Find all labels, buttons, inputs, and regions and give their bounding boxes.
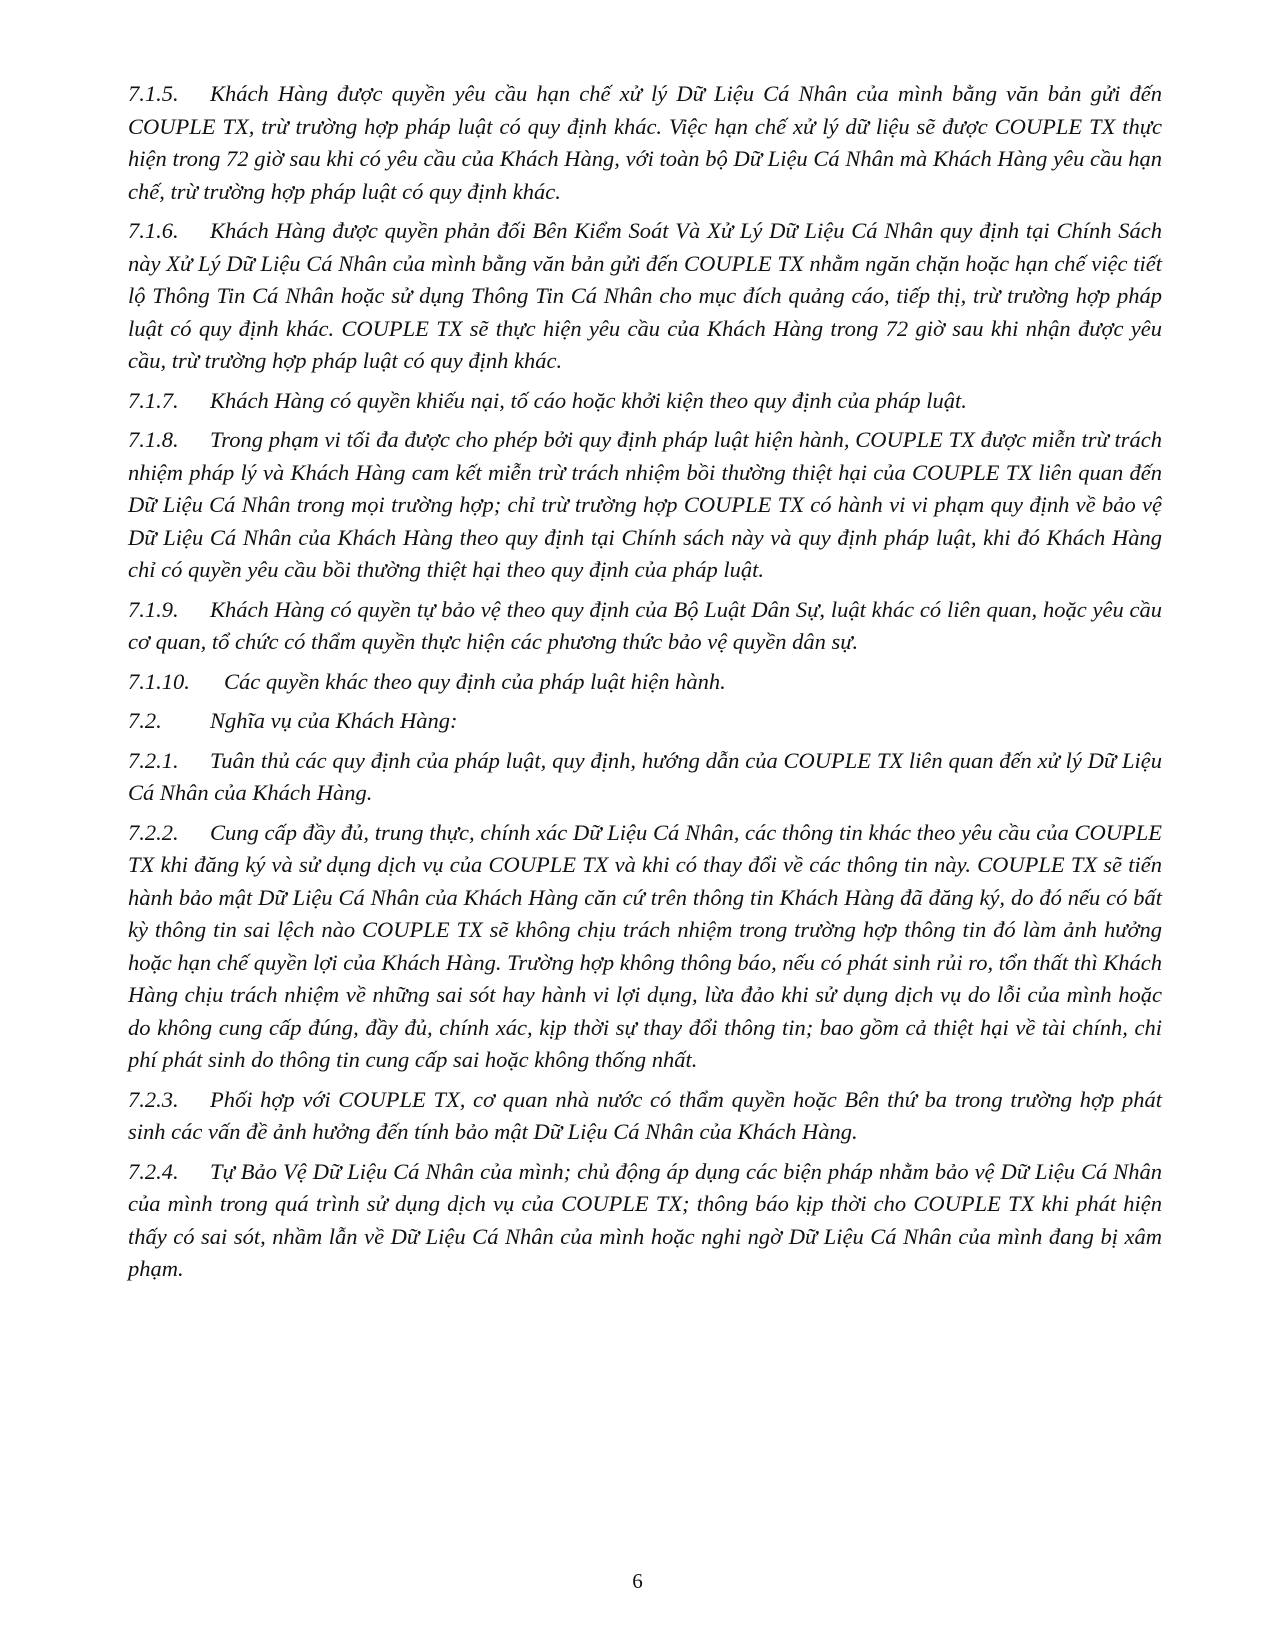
- clause-7-2-1: [128, 745, 1162, 810]
- clause-7-2-3: [128, 1084, 1162, 1149]
- clause-text: Khách Hàng có quyền tự bảo vệ theo quy định của Bộ Luật Dân Sự, luật khác có liên quan, hoặc yêu cầu cơ quan, tổ chức có thẩm quyền thực hiện các phương thức bảo vệ quyền dân sự.: [128, 596, 1162, 654]
- clause-text: Phối hợp với COUPLE TX, cơ quan nhà nước có thẩm quyền hoặc Bên thứ ba trong trường hợp phát sinh các vấn đề ảnh hưởng đến tính bảo mật Dữ Liệu Cá Nhân của Khách Hàng.: [128, 1086, 1162, 1144]
- clause-7-2-4: [128, 1156, 1162, 1286]
- clause-7-1-5: [128, 78, 1162, 208]
- clause-7-1-8: [128, 424, 1162, 587]
- clause-text: Khách Hàng có quyền khiếu nại, tố cáo hoặc khởi kiện theo quy định của pháp luật.: [210, 387, 967, 413]
- clause-text: Các quyền khác theo quy định của pháp luật hiện hành.: [224, 668, 726, 694]
- clause-number: 7.1.9.: [128, 596, 179, 622]
- document-body: [128, 78, 1162, 1293]
- clause-7-2-2: [128, 817, 1162, 1077]
- clause-number: 7.2.1.: [128, 747, 179, 773]
- section-title: Nghĩa vụ của Khách Hàng:: [210, 708, 458, 733]
- clause-text: Khách Hàng được quyền phản đối Bên Kiểm Soát Và Xử Lý Dữ Liệu Cá Nhân quy định tại Chính Sách này Xử Lý Dữ Liệu Cá Nhân của mình bằng văn bản gửi đến COUPLE TX nhằm ngăn chặn hoặc hạn chế việc tiết lộ Thông Tin Cá Nhân hoặc sử dụng Thông Tin Cá Nhân cho mục đích quảng cáo, tiếp thị, trừ trường hợp pháp luật có quy định khác. COUPLE TX sẽ thực hiện yêu cầu của Khách Hàng trong 72 giờ sau khi nhận được yêu cầu, trừ trường hợp pháp luật có quy định khác.: [128, 218, 1162, 373]
- page-number: 6: [632, 1569, 643, 1593]
- clause-text: Tuân thủ các quy định của pháp luật, quy định, hướng dẫn của COUPLE TX liên quan đến xử lý Dữ Liệu Cá Nhân của Khách Hàng.: [128, 747, 1162, 805]
- clause-number: 7.1.7.: [128, 387, 179, 413]
- clause-7-1-10: [128, 666, 1162, 699]
- section-number: 7.2.: [128, 708, 162, 733]
- clause-number: 7.2.3.: [128, 1086, 179, 1112]
- clause-7-1-7: [128, 385, 1162, 418]
- clause-number: 7.1.8.: [128, 427, 179, 452]
- clause-number: 7.1.10.: [128, 668, 190, 694]
- clause-number: 7.2.2.: [128, 819, 179, 845]
- clause-7-1-6: [128, 215, 1162, 378]
- clause-text: Khách Hàng được quyền yêu cầu hạn chế xử lý Dữ Liệu Cá Nhân của mình bằng văn bản gửi đến COUPLE TX, trừ trường hợp pháp luật có quy định khác. Việc hạn chế xử lý dữ liệu sẽ được COUPLE TX thực hiện trong 72 giờ sau khi có yêu cầu của Khách Hàng, với toàn bộ Dữ Liệu Cá Nhân mà Khách Hàng yêu cầu hạn chế, trừ trường hợp pháp luật có quy định khác.: [128, 81, 1162, 204]
- clause-text: Trong phạm vi tối đa được cho phép bởi quy định pháp luật hiện hành, COUPLE TX được miễn trừ trách nhiệm pháp lý và Khách Hàng cam kết miễn trừ trách nhiệm bồi thường thiệt hại của COUPLE TX liên quan đến Dữ Liệu Cá Nhân trong mọi trường hợp; chỉ trừ trường hợp COUPLE TX có hành vi vi phạm quy định về bảo vệ Dữ Liệu Cá Nhân của Khách Hàng theo quy định tại Chính sách này và quy định pháp luật, khi đó Khách Hàng chỉ có quyền yêu cầu bồi thường thiệt hại theo quy định của pháp luật.: [128, 427, 1162, 582]
- clause-number: 7.2.4.: [128, 1158, 179, 1184]
- section-7-2-heading: [128, 705, 1162, 738]
- clause-7-1-9: [128, 594, 1162, 659]
- clause-text: Cung cấp đầy đủ, trung thực, chính xác Dữ Liệu Cá Nhân, các thông tin khác theo yêu cầu của COUPLE TX khi đăng ký và sử dụng dịch vụ của COUPLE TX và khi có thay đổi về các thông tin này. COUPLE TX sẽ tiến hành bảo mật Dữ Liệu Cá Nhân của Khách Hàng căn cứ trên thông tin Khách Hàng đã đăng ký, do đó nếu có bất kỳ thông tin sai lệch nào COUPLE TX sẽ không chịu trách nhiệm trong trường hợp thông tin đó làm ảnh hưởng hoặc hạn chế quyền lợi của Khách Hàng. Trường hợp không thông báo, nếu có phát sinh rủi ro, tổn thất thì Khách Hàng chịu trách nhiệm về những sai sót hay hành vi lợi dụng, lừa đảo khi sử dụng dịch vụ do lỗi của mình hoặc do không cung cấp đúng, đầy đủ, chính xác, kịp thời sự thay đổi thông tin; bao gồm cả thiệt hại về tài chính, chi phí phát sinh do thông tin cung cấp sai hoặc không thống nhất.: [128, 819, 1162, 1072]
- clause-text: Tự Bảo Vệ Dữ Liệu Cá Nhân của mình; chủ động áp dụng các biện pháp nhằm bảo vệ Dữ Liệu Cá Nhân của mình trong quá trình sử dụng dịch vụ của COUPLE TX; thông báo kịp thời cho COUPLE TX khi phát hiện thấy có sai sót, nhầm lẫn về Dữ Liệu Cá Nhân của mình hoặc nghi ngờ Dữ Liệu Cá Nhân của mình đang bị xâm phạm.: [128, 1158, 1162, 1281]
- clause-number: 7.1.6.: [128, 218, 179, 243]
- clause-number: 7.1.5.: [128, 81, 179, 106]
